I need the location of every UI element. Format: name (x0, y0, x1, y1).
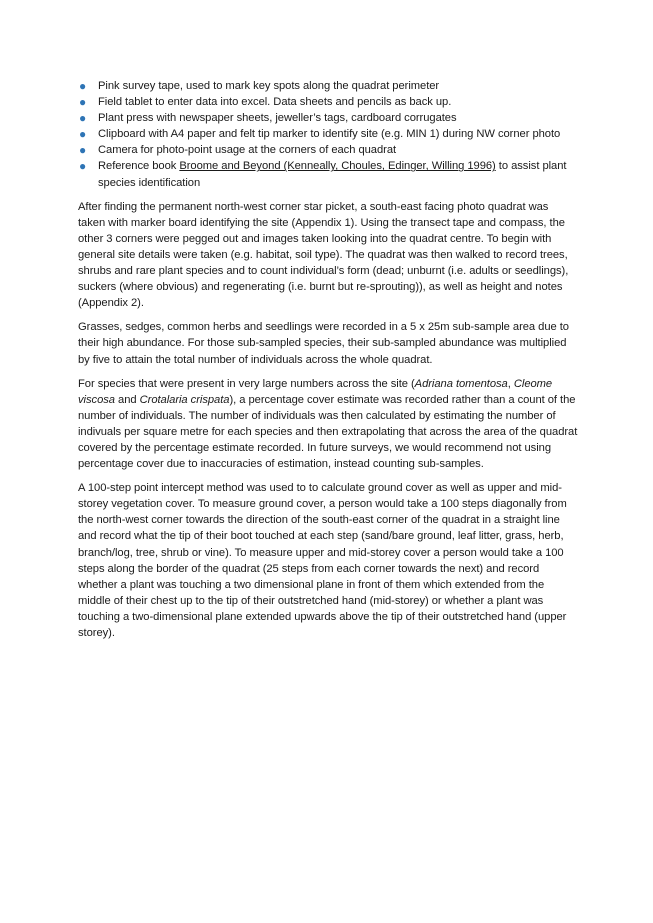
species-name: Cleome viscosa (78, 377, 553, 406)
bullet-icon: ● (79, 111, 87, 126)
list-item (78, 142, 578, 158)
list-item (78, 158, 578, 190)
list-item-text: Plant press with newspaper sheets, jeweller’s tags, cardboard corrugates (98, 112, 457, 125)
paragraph-site-setup: After finding the permanent north-west corner star picket, a south-east facing photo quadrat was taken with marker board identifying the site (Appendix 1). Using the transect tape and compass, the other 3 corners were pegged out and images taken looking into the quadrat centre. To begin with general site details were taken (e.g. habitat, soil type). The quadrat was then walked to record trees, shrubs and rare plant species and to count individual’s form (dead; unburnt (i.e. adults or seedlings), suckers (where obvious) and regenerating (i.e. burnt but re-sprouting)), as well as height and notes (Appendix 2). (78, 200, 569, 310)
list-item-text-post: to assist plant species identification (98, 160, 567, 189)
list-item (78, 78, 578, 94)
bullet-icon: ● (79, 143, 87, 158)
list-item-text-pre: Reference book (98, 160, 180, 173)
species-name: Adriana tomentosa (414, 377, 508, 390)
paragraph-percentage-cover (78, 376, 578, 473)
paragraph-text: , (507, 377, 514, 390)
bullet-icon: ● (79, 127, 87, 142)
reference-book-link[interactable]: Broome and Beyond (Kenneally, Choules, Edinger, Willing 1996) (179, 160, 496, 173)
bullet-icon: ● (79, 79, 87, 93)
paragraph-text: For species that were present in very large numbers across the site ( (78, 377, 415, 390)
list-item (78, 110, 578, 126)
list-item (78, 126, 578, 142)
paragraph-text: and (114, 393, 140, 406)
page-content (78, 78, 578, 649)
paragraph-sub-sample: Grasses, sedges, common herbs and seedlings were recorded in a 5 x 25m sub-sample area due to their high abundance. For those sub-sampled species, their sub-sampled abundance was multiplied by five to attain the total number of individuals across the whole quadrat. (78, 321, 569, 366)
list-item (78, 94, 578, 110)
list-item-text: Pink survey tape, used to mark key spots along the quadrat perimeter (98, 80, 440, 92)
list-item-text: Field tablet to enter data into excel. Data sheets and pencils as back up. (98, 96, 452, 109)
paragraph-point-intercept: A 100-step point intercept method was used to to calculate ground cover as well as upper and mid-storey vegetation cover. To measure ground cover, a person would take a 100 steps diagonally from the north-west corner towards the direction of the south-east corner of the quadrat in a straight line and record what the tip of their boot touched at each step (sand/bare ground, leaf litter, grass, herb, branch/log, tree, shrub or vine). To measure upper and mid-storey cover a person would take a 100 steps along the border of the quadrat (25 steps from each corner towards the next) and record whether a plant was touching a two dimensional plane in front of them which extended from the middle of their chest up to the tip of their outstretched hand (mid-storey) or whether a plant was touching a two-dimensional plane extended upwards above the tip of their outstretched hand (upper storey). (78, 482, 567, 639)
bullet-icon: ● (79, 159, 87, 174)
equipment-list (78, 78, 578, 191)
list-item-text: Camera for photo-point usage at the corners of each quadrat (98, 144, 397, 157)
bullet-icon: ● (79, 95, 87, 110)
paragraph-text: ), a percentage cover estimate was recorded rather than a count of the number of individuals. The number of individuals was then calculated by estimating the number of indivuals per square metre for each species and then extrapolating that across the area of the quadrat covered by the percentage estimate recorded. In future surveys, we would recommend not using percentage cover due to inaccuracies of estimation, instead counting sub-samples. (78, 393, 578, 471)
list-item-text: Clipboard with A4 paper and felt tip marker to identify site (e.g. MIN 1) during NW corner photo (98, 128, 561, 141)
species-name: Crotalaria crispata (139, 393, 230, 406)
